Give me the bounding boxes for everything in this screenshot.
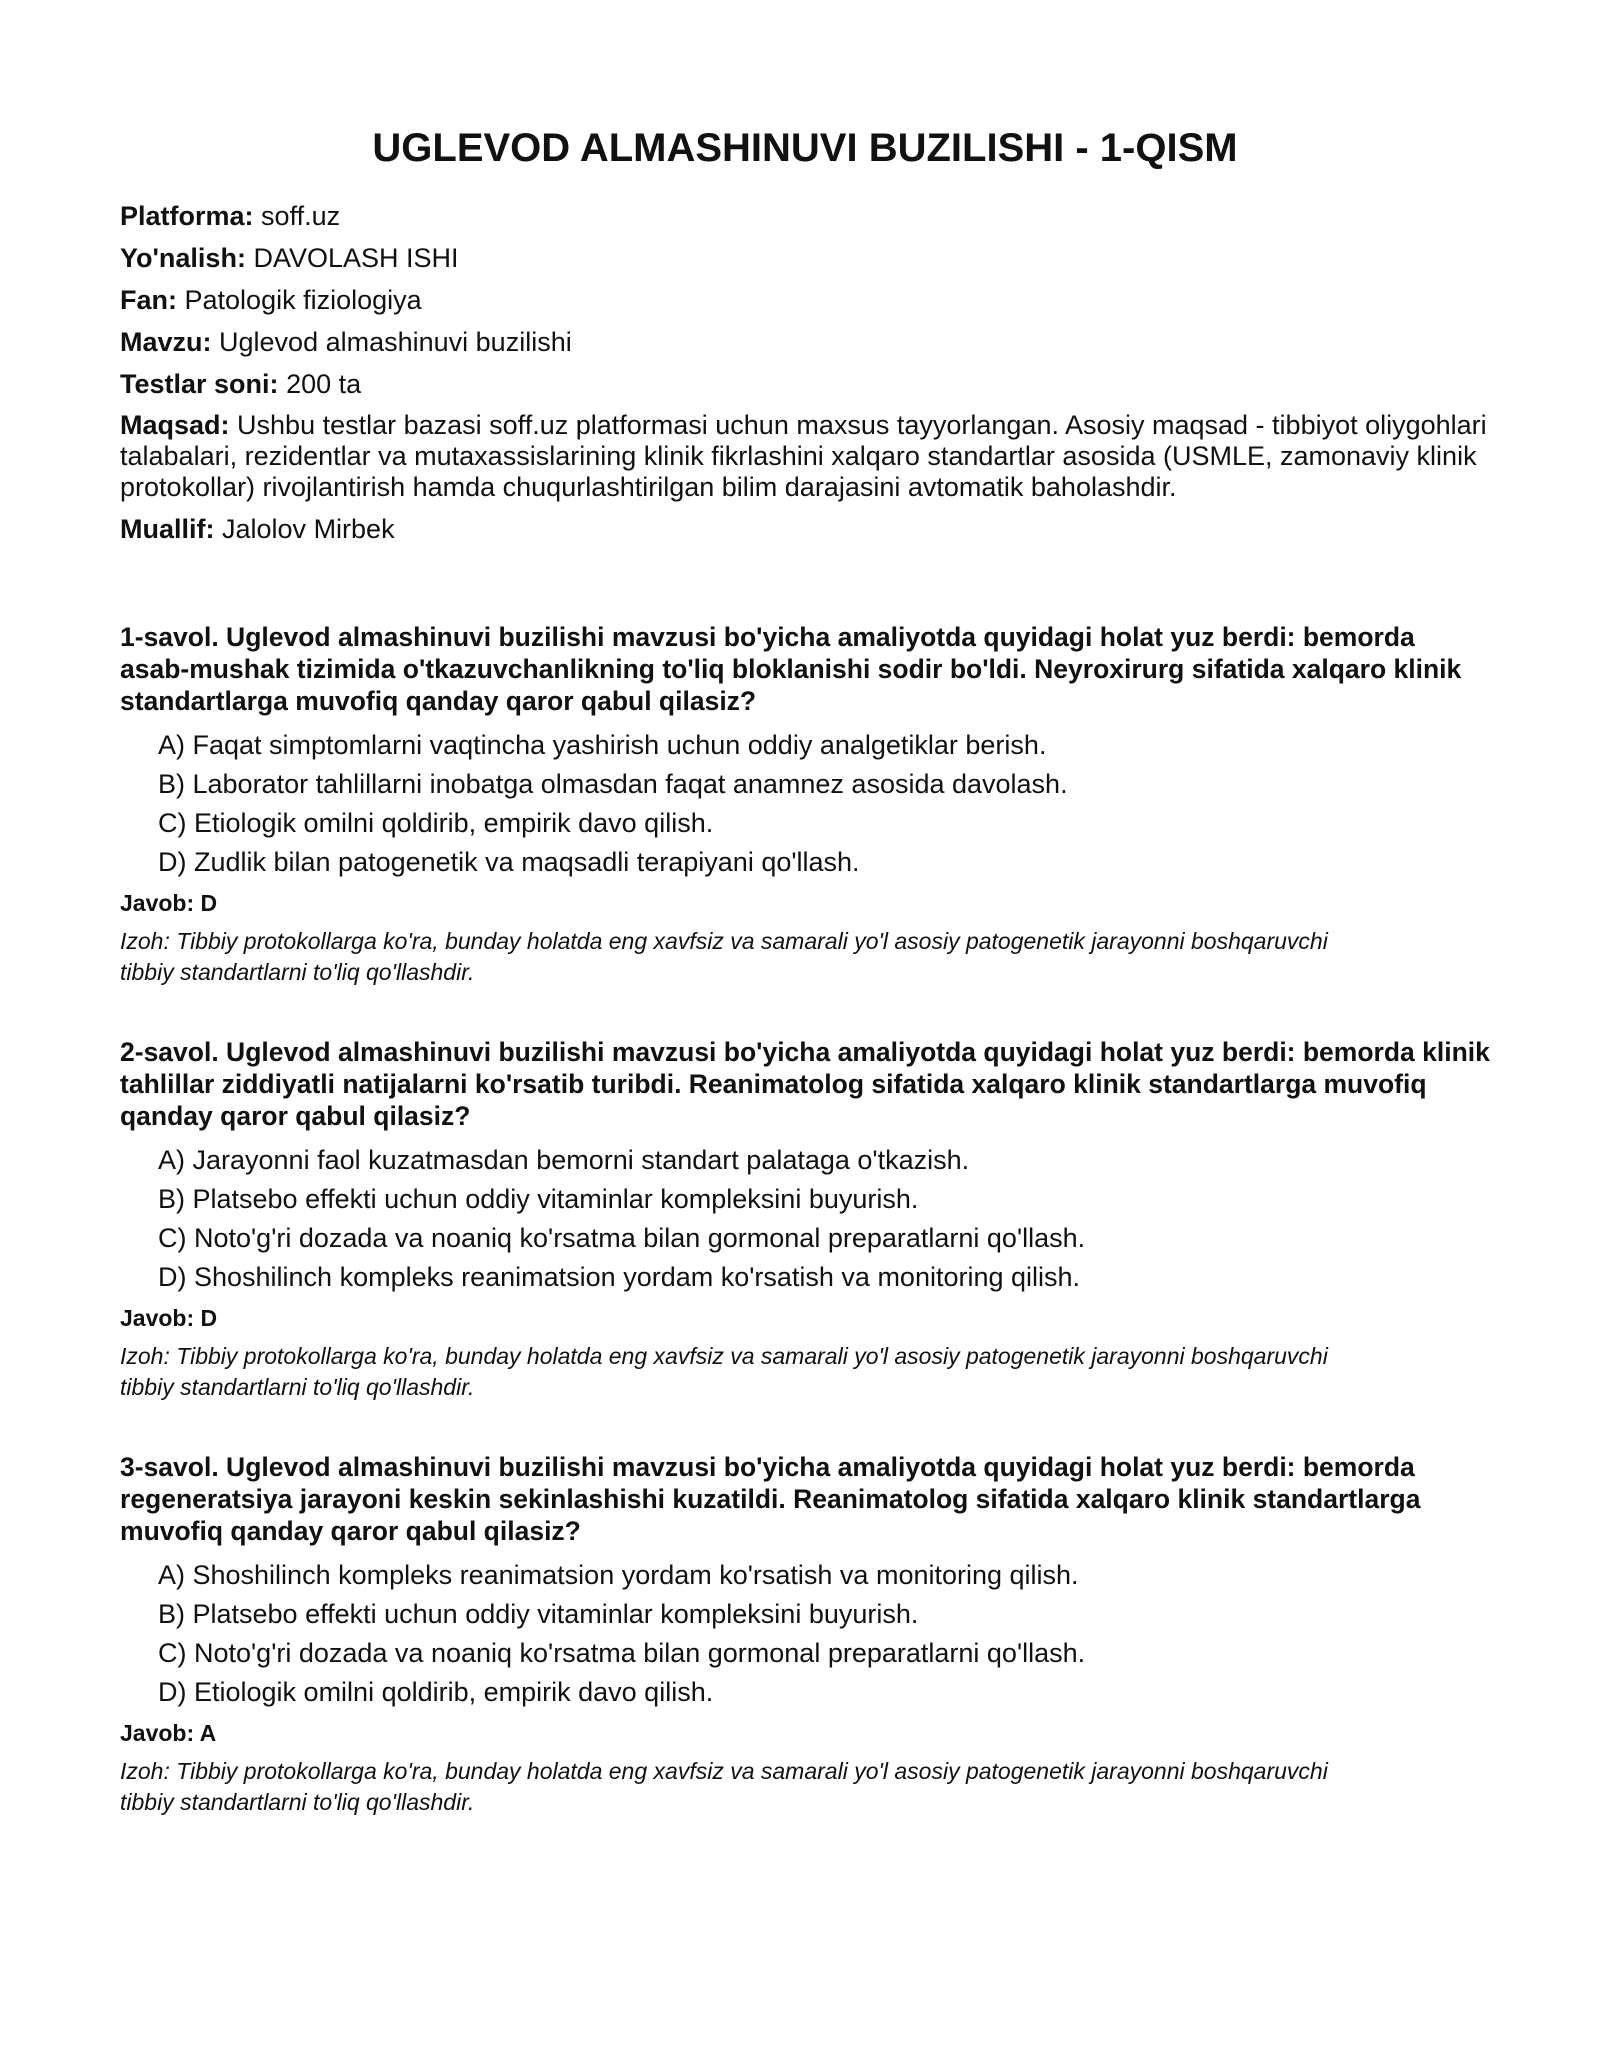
option-b: B) Platsebo effekti uchun oddiy vitaminlar kompleksini buyurish. (158, 1184, 919, 1214)
option-list (120, 729, 1490, 878)
option-b: B) Laborator tahlillarni inobatga olmasdan faqat anamnez asosida davolash. (158, 769, 1068, 799)
meta-topic (120, 326, 1490, 358)
question-text: 2-savol. Uglevod almashinuvi buzilishi mavzusi bo'yicha amaliyotda quyidagi holat yuz berdi: bemorda klinik tahlillar ziddiyatli natijalarni ko'rsatib turibdi. Reanimatolog sifatida xalqaro klinik standartlarga muvofiq qanday qaror qabul qilasiz? (120, 1037, 1490, 1131)
question-text: 3-savol. Uglevod almashinuvi buzilishi mavzusi bo'yicha amaliyotda quyidagi holat yuz berdi: bemorda regeneratsiya jarayoni keskin sekinlashishi kuzatildi. Reanimatolog sifatida xalqaro klinik standartlarga muvofiq qanday qaror qabul qilasiz? (120, 1452, 1421, 1546)
option-c: C) Noto'g'ri dozada va noaniq ko'rsatma bilan gormonal preparatlarni qo'llash. (158, 1223, 1086, 1253)
answer-label: Javob: A (120, 1720, 217, 1746)
meta-label: Muallif: (120, 514, 215, 544)
option-d: D) Etiologik omilni qoldirib, empirik davo qilish. (158, 1677, 714, 1707)
explanation-text: Izoh: Tibbiy protokollarga ko'ra, bunday holatda eng xavfsiz va samarali yo'l asosiy patogenetik jarayonni boshqaruvchi tibbiy standartlarni to'liq qo'llashdir. (120, 1343, 1328, 1400)
meta-purpose (120, 410, 1490, 503)
metadata-section (120, 200, 1490, 545)
meta-label: Yo'nalish: (120, 243, 246, 273)
explanation-text: Izoh: Tibbiy protokollarga ko'ra, bunday holatda eng xavfsiz va samarali yo'l asosiy patogenetik jarayonni boshqaruvchi tibbiy standartlarni to'liq qo'llashdir. (120, 1758, 1328, 1815)
option-list (120, 1559, 1490, 1708)
option-a: A) Shoshilinch kompleks reanimatsion yordam ko'rsatish va monitoring qilish. (158, 1560, 1079, 1590)
option-list (120, 1144, 1490, 1293)
document-page (120, 118, 1490, 1866)
question-block (120, 621, 1490, 988)
meta-value: Jalolov Mirbek (222, 514, 395, 544)
meta-label: Platforma: (120, 201, 254, 231)
meta-label: Testlar soni: (120, 369, 279, 399)
meta-subject (120, 284, 1490, 316)
meta-value: Ushbu testlar bazasi soff.uz platformasi uchun maxsus tayyorlangan. Asosiy maqsad - tibbiyot oliygohlari talabalari, rezidentlar va mutaxassislarining klinik fikrlashini xalqaro standartlar asosida (USMLE, zamonaviy klinik protokollar) rivojlantirish hamda chuqurlashtirilgan bilim darajasini avtomatik baholashdir. (120, 410, 1487, 502)
option-d: D) Shoshilinch kompleks reanimatsion yordam ko'rsatish va monitoring qilish. (158, 1262, 1081, 1292)
questions-section (120, 621, 1490, 1818)
meta-test-count (120, 368, 1490, 400)
option-c: C) Noto'g'ri dozada va noaniq ko'rsatma bilan gormonal preparatlarni qo'llash. (158, 1638, 1086, 1668)
meta-value: Uglevod almashinuvi buzilishi (219, 327, 572, 357)
question-text: 1-savol. Uglevod almashinuvi buzilishi mavzusi bo'yicha amaliyotda quyidagi holat yuz berdi: bemorda asab-mushak tizimida o'tkazuvchanlikning to'liq bloklanishi sodir bo'ldi. Neyroxirurg sifatida xalqaro klinik standartlarga muvofiq qanday qaror qabul qilasiz? (120, 622, 1462, 716)
answer-label: Javob: D (120, 890, 218, 916)
meta-label: Fan: (120, 285, 177, 315)
question-block (120, 1451, 1490, 1818)
answer-label: Javob: D (120, 1305, 218, 1331)
meta-direction (120, 242, 1490, 274)
explanation-text: Izoh: Tibbiy protokollarga ko'ra, bunday holatda eng xavfsiz va samarali yo'l asosiy patogenetik jarayonni boshqaruvchi tibbiy standartlarni to'liq qo'llashdir. (120, 928, 1328, 985)
document-title: UGLEVOD ALMASHINUVI BUZILISHI - 1-QISM (372, 126, 1238, 170)
meta-platform (120, 200, 1490, 232)
meta-author (120, 513, 1490, 545)
option-b: B) Platsebo effekti uchun oddiy vitaminlar kompleksini buyurish. (158, 1599, 919, 1629)
option-a: A) Faqat simptomlarni vaqtincha yashirish uchun oddiy analgetiklar berish. (158, 730, 1047, 760)
meta-value: soff.uz (261, 201, 341, 231)
option-a: A) Jarayonni faol kuzatmasdan bemorni standart palataga o'tkazish. (158, 1145, 970, 1175)
meta-value: DAVOLASH ISHI (253, 243, 459, 273)
option-c: C) Etiologik omilni qoldirib, empirik davo qilish. (158, 808, 714, 838)
meta-value: 200 ta (286, 369, 362, 399)
meta-label: Mavzu: (120, 327, 212, 357)
meta-label: Maqsad: (120, 410, 230, 440)
meta-value: Patologik fiziologiya (184, 285, 422, 315)
option-d: D) Zudlik bilan patogenetik va maqsadli terapiyani qo'llash. (158, 847, 860, 877)
question-block (120, 1036, 1490, 1403)
